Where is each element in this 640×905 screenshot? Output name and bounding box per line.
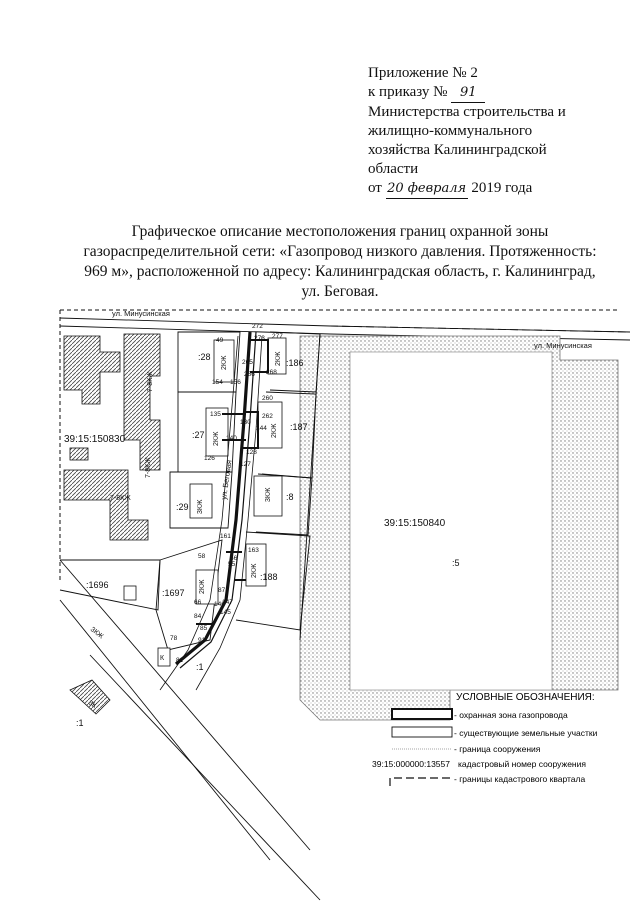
point-number: 84 xyxy=(194,613,202,620)
appendix-header xyxy=(368,64,628,199)
parcel-label: :27 xyxy=(192,430,205,440)
building-label: 2КЖ xyxy=(275,351,282,366)
parcel-label: :29 xyxy=(176,502,189,512)
appendix-line: Приложение № 2 xyxy=(368,65,478,81)
point-number: 146 xyxy=(214,601,225,608)
point-number: 140 xyxy=(226,435,237,442)
point-number: 135 xyxy=(210,411,221,418)
date-suffix: 2019 года xyxy=(471,180,533,196)
building-label: 2КЖ xyxy=(213,431,220,446)
legend-item: - граница сооружения xyxy=(454,744,541,754)
appendix-date-line xyxy=(368,179,628,199)
point-number: 268 xyxy=(266,369,277,376)
building-label: 7-8КЖ xyxy=(110,495,131,502)
building-label: 2КЖ xyxy=(199,579,206,594)
document-title xyxy=(60,222,620,302)
point-number: 85 xyxy=(200,625,208,632)
point-number: 272 xyxy=(252,323,263,330)
legend-item: - границы кадастрового квартала xyxy=(454,774,586,784)
point-number: 260 xyxy=(262,395,273,402)
point-number: 147 xyxy=(222,599,233,606)
parcel-label: :1 xyxy=(196,662,204,672)
title-line: 969 м», расположенной по адресу: Калининградская область, г. Калининград, xyxy=(84,263,596,280)
building-label: 2КЖ xyxy=(251,563,258,578)
point-number: 265 xyxy=(242,359,253,366)
point-number: 161 xyxy=(220,533,231,540)
building-label: 2КЖ xyxy=(221,355,228,370)
legend-code: 39:15:000000:13557 xyxy=(372,759,450,769)
point-number: 127 xyxy=(240,461,251,468)
appendix-line: Министерства строительства и xyxy=(368,104,566,120)
point-number: 87 xyxy=(218,587,226,594)
point-number: 49 xyxy=(216,337,224,344)
point-number: 130 xyxy=(240,419,251,426)
point-number: 273 xyxy=(254,335,265,342)
appendix-line: жилищно-коммунального xyxy=(368,123,533,139)
point-number: 277 xyxy=(272,333,283,340)
point-number: 56 xyxy=(230,555,238,562)
parcel-label: :8 xyxy=(286,492,294,502)
quarter-label: 39:15:150830 xyxy=(64,434,126,445)
point-number: 145 xyxy=(220,609,231,616)
parcel-label: :5 xyxy=(452,558,460,568)
street-label: ул. Беговая xyxy=(219,459,234,501)
point-number: 126 xyxy=(204,455,215,462)
parcel-label: :1 xyxy=(76,718,84,728)
legend-swatch-zone xyxy=(392,709,452,719)
quarter-label: 39:15:150840 xyxy=(384,518,446,529)
street-label: ул. Минусинская xyxy=(112,309,170,318)
building-label: 3КЖ xyxy=(88,626,105,641)
point-number: 154 xyxy=(212,379,223,386)
street-label: ул. Минусинская xyxy=(534,341,592,350)
building-label: 3КЖ xyxy=(265,487,272,502)
legend-item: - охранная зона газопровода xyxy=(454,710,568,720)
parcel-label: :1697 xyxy=(162,588,185,598)
point-number: 58 xyxy=(198,553,206,560)
appendix-line: области xyxy=(368,161,419,177)
point-number: 144 xyxy=(256,425,267,432)
parcel-label: :187 xyxy=(290,422,308,432)
order-prefix: к приказу № xyxy=(368,84,448,100)
point-number: 163 xyxy=(248,547,259,554)
title-line: ул. Беговая. xyxy=(301,283,379,300)
quarter-150840-area xyxy=(300,336,618,720)
parcel-label: :188 xyxy=(260,572,278,582)
point-number: 128 xyxy=(246,449,257,456)
appendix-order-line xyxy=(368,83,628,103)
building-label: 7-8КЖ xyxy=(147,371,154,392)
point-number: 78 xyxy=(170,635,178,642)
date-handwritten: 20 февраля xyxy=(386,179,468,199)
legend-heading: УСЛОВНЫЕ ОБОЗНАЧЕНИЯ: xyxy=(456,692,595,703)
parcel-label: :28 xyxy=(198,352,211,362)
building-label: 7-8КЖ xyxy=(145,457,152,478)
road-diagonal xyxy=(60,560,320,900)
cadastral-map xyxy=(0,296,640,905)
parcel-label: :186 xyxy=(286,358,304,368)
point-number: 91 xyxy=(198,637,206,644)
point-number: 55 xyxy=(228,561,236,568)
parcel-label: :1696 xyxy=(86,580,109,590)
building-label: 3К xyxy=(87,699,98,710)
date-prefix: от xyxy=(368,180,382,196)
legend-swatch-quarter xyxy=(390,778,452,786)
appendix-line: хозяйства Калининградской xyxy=(368,142,547,158)
building-label: К xyxy=(160,655,165,662)
point-number: 156 xyxy=(230,379,241,386)
point-number: 66 xyxy=(194,599,202,606)
title-line: газораспределительной сети: «Газопровод низкого давления. Протяженность: xyxy=(83,243,597,260)
building-label: 2КЖ xyxy=(271,423,278,438)
legend-item: - существующие земельные участки xyxy=(454,728,598,738)
title-line: Графическое описание местоположения границ охранной зоны xyxy=(131,223,549,240)
point-number: 266 xyxy=(244,371,255,378)
point-number: 262 xyxy=(262,413,273,420)
order-number: 91 xyxy=(451,83,485,103)
point-number: 81 xyxy=(176,657,184,664)
legend-swatch-parcel xyxy=(392,727,452,737)
legend-item: кадастровый номер сооружения xyxy=(458,759,586,769)
building-label: 3КЖ xyxy=(197,499,204,514)
